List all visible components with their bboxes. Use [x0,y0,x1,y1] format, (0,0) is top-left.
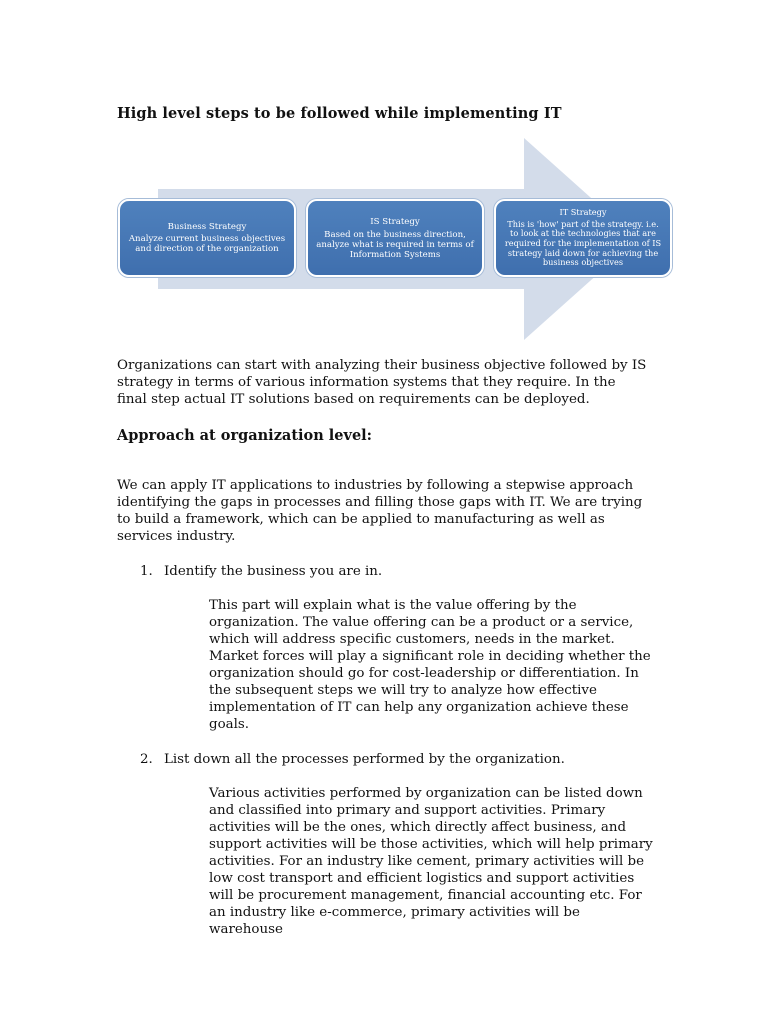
document-title: High level steps to be followed while implementing IT [117,105,562,122]
section-heading: Approach at organization level: [117,427,373,444]
step-2-body: Various activities performed by organization can be listed down and classified into primary and support activities. Primary activities will be the ones, which directly affect business, and support activities will be those activities, which will help primary activities. For an industry like cement, primary activities will be low cost transport and efficient logistics and support activities will be procurement management, financial accounting etc. For an industry like e-commerce, primary activities will be warehouse [209,786,653,937]
business-strategy-box [118,199,296,277]
step-1-number: 1. [140,564,153,579]
it-strategy-desc: This is 'how' part of the strategy. i.e. to look at the technologies that are required for the implementation of IS strategy laid down for achieving the business objectives [504,218,662,268]
step-2-number: 2. [140,752,153,767]
it-strategy-box [494,199,672,277]
is-strategy-box [306,199,484,277]
business-strategy-title: Business Strategy [167,222,247,232]
business-strategy-desc: Analyze current business objectives and direction of the organization [128,234,286,254]
is-strategy-title: IS Strategy [370,216,420,227]
step-2-title: List down all the processes performed by the organization. [164,752,565,767]
strategy-diagram [110,135,690,345]
it-strategy-title: IT Strategy [559,207,607,218]
step-1-title: Identify the business you are in. [164,564,383,579]
step-1-body: This part will explain what is the value offering by the organization. The value offering can be a product or a service, which will address specific customers, needs in the market. Market forces will play a significant role in deciding whether the organization should go for cost-leadership or differentiation. In the subsequent steps we will try to analyze how effective implementation of IT can help any organization achieve these goals. [209,598,651,732]
is-strategy-desc: Based on the business direction, analyze what is required in terms of Information Systems [316,229,474,260]
approach-paragraph: We can apply IT applications to industries by following a stepwise approach identifying the gaps in processes and filling those gaps with IT. We are trying to build a framework, which can be applied to manufacturing as well as services industry. [117,478,643,544]
intro-paragraph: Organizations can start with analyzing their business objective followed by IS strategy in terms of various information systems that they require. In the final step actual IT solutions based on requirements can be deployed. [117,358,647,407]
